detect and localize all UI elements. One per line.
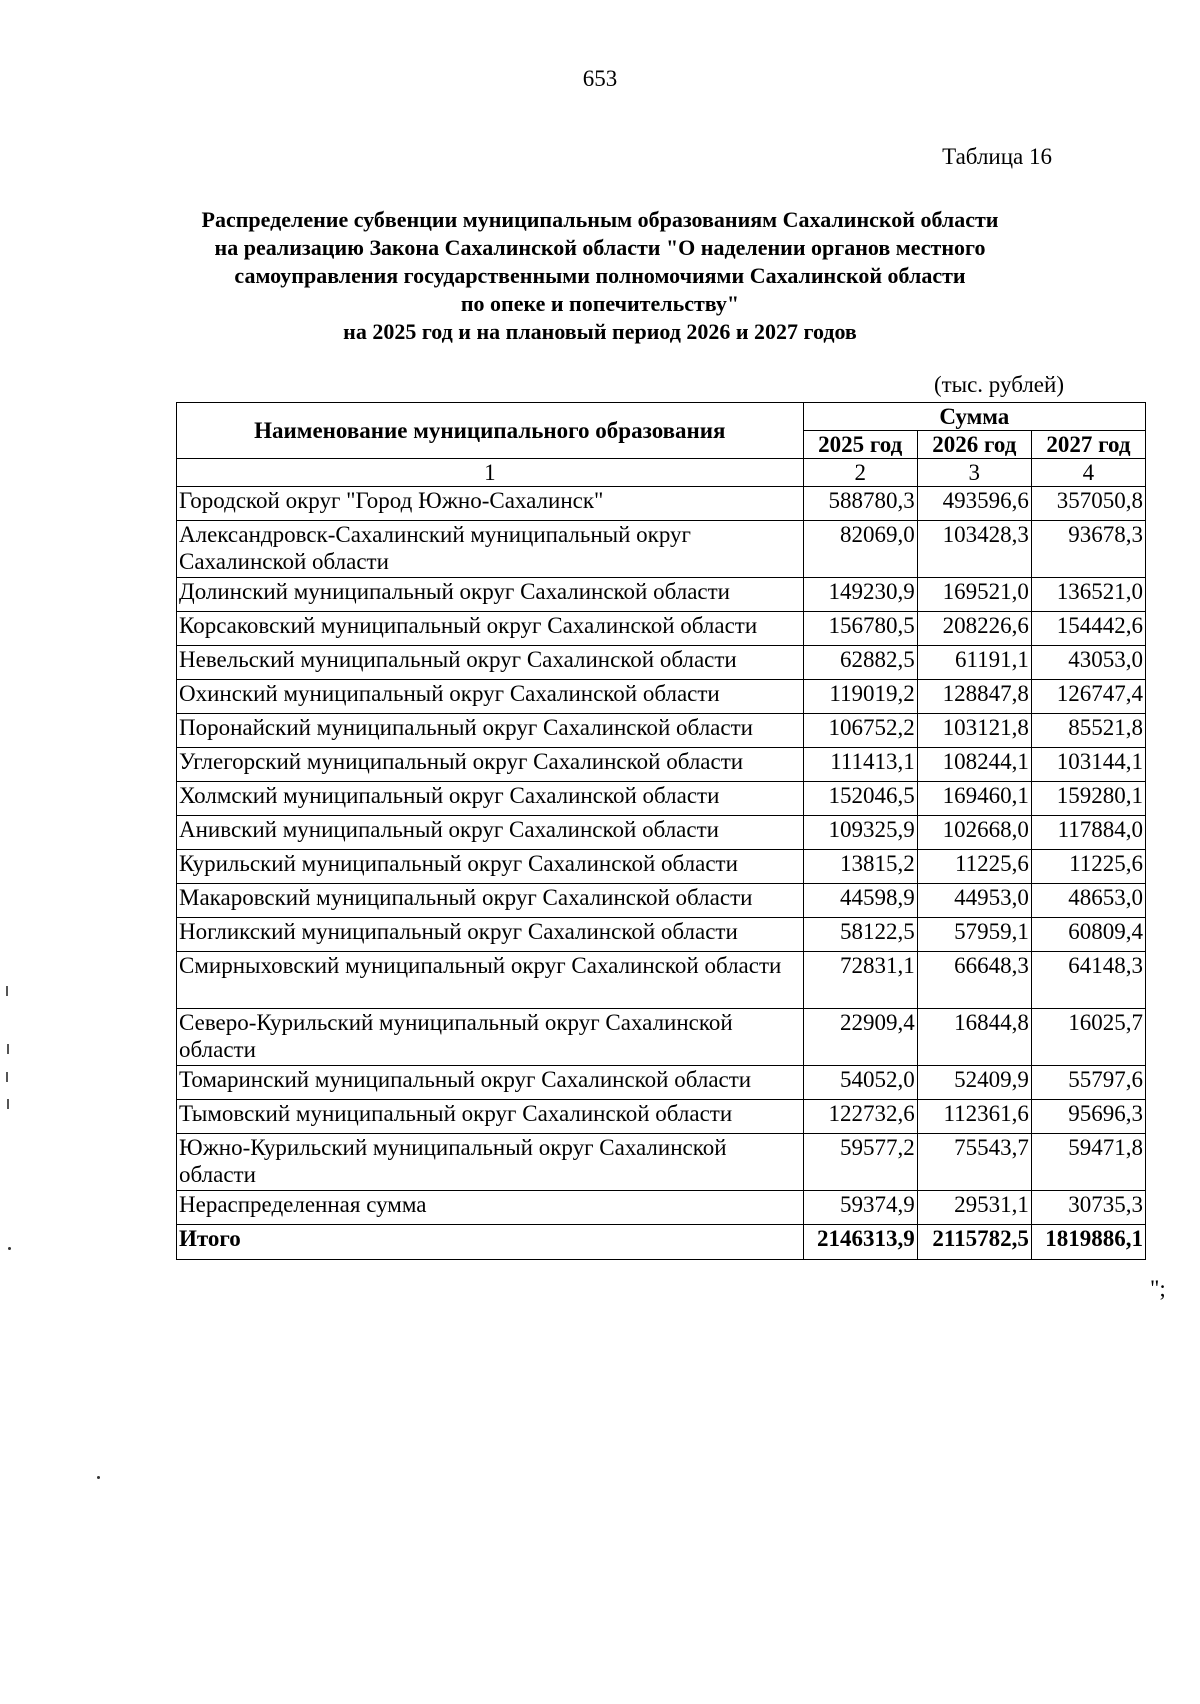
table-row	[177, 487, 1146, 521]
municipality-name: Поронайский муниципальный округ Сахалинской области	[177, 714, 804, 748]
value-2026: 108244,1	[917, 748, 1031, 782]
column-index: 3	[917, 459, 1031, 487]
table-row	[177, 612, 1146, 646]
scan-artifact	[6, 1072, 8, 1082]
document-title	[150, 206, 1050, 346]
value-2026: 103121,8	[917, 714, 1031, 748]
table-row	[177, 918, 1146, 952]
value-2025: 122732,6	[803, 1100, 917, 1134]
value-2026: 44953,0	[917, 884, 1031, 918]
table-label: Таблица 16	[942, 144, 1052, 169]
scan-artifact	[6, 986, 8, 996]
municipality-name: Корсаковский муниципальный округ Сахалинской области	[177, 612, 804, 646]
title-line: на реализацию Закона Сахалинской области "О наделении органов местного	[214, 235, 986, 260]
scan-artifact	[7, 1099, 9, 1109]
column-index: 1	[177, 459, 804, 487]
table-row	[177, 521, 1146, 578]
value-2025: 119019,2	[803, 680, 917, 714]
table-row	[177, 782, 1146, 816]
header-year-2026: 2026 год	[917, 431, 1031, 459]
header-year-2027: 2027 год	[1031, 431, 1145, 459]
value-2027: 59471,8	[1031, 1134, 1145, 1191]
table-row	[177, 952, 1146, 1009]
value-2026: 75543,7	[917, 1134, 1031, 1191]
value-2025: 54052,0	[803, 1066, 917, 1100]
units-label: (тыс. рублей)	[933, 372, 1064, 397]
value-2025: 109325,9	[803, 816, 917, 850]
municipality-name: Ногликский муниципальный округ Сахалинской области	[177, 918, 804, 952]
table-row	[177, 1100, 1146, 1134]
value-2026: 66648,3	[917, 952, 1031, 1009]
value-2027: 43053,0	[1031, 646, 1145, 680]
value-2027: 136521,0	[1031, 578, 1145, 612]
table-row	[177, 1066, 1146, 1100]
value-2025: 62882,5	[803, 646, 917, 680]
header-sum: Сумма	[803, 403, 1145, 431]
title-line: самоуправления государственными полномочиями Сахалинской области	[234, 263, 966, 288]
value-2027: 103144,1	[1031, 748, 1145, 782]
municipality-name: Долинский муниципальный округ Сахалинской области	[177, 578, 804, 612]
total-label: Итого	[177, 1225, 804, 1260]
value-2027: 60809,4	[1031, 918, 1145, 952]
value-2025: 106752,2	[803, 714, 917, 748]
value-2026: 103428,3	[917, 521, 1031, 578]
table-row	[177, 850, 1146, 884]
column-index: 2	[803, 459, 917, 487]
value-2026: 169521,0	[917, 578, 1031, 612]
value-2027: 64148,3	[1031, 952, 1145, 1009]
value-2026: 102668,0	[917, 816, 1031, 850]
municipality-name: Невельский муниципальный округ Сахалинской области	[177, 646, 804, 680]
value-2025: 588780,3	[803, 487, 917, 521]
page-number: 653	[582, 66, 618, 91]
value-2027: 357050,8	[1031, 487, 1145, 521]
total-2027: 1819886,1	[1031, 1225, 1145, 1260]
header-name-column: Наименование муниципального образования	[177, 403, 804, 459]
value-2025: 156780,5	[803, 612, 917, 646]
value-2027: 16025,7	[1031, 1009, 1145, 1066]
value-2025: 44598,9	[803, 884, 917, 918]
value-2027: 95696,3	[1031, 1100, 1145, 1134]
column-index: 4	[1031, 459, 1145, 487]
municipality-name: Тымовский муниципальный округ Сахалинской области	[177, 1100, 804, 1134]
total-2025: 2146313,9	[803, 1225, 917, 1260]
value-2026: 52409,9	[917, 1066, 1031, 1100]
value-2025: 152046,5	[803, 782, 917, 816]
table-row	[177, 1134, 1146, 1191]
value-2027: 85521,8	[1031, 714, 1145, 748]
municipality-name: Южно-Курильский муниципальный округ Сахалинской области	[177, 1134, 804, 1191]
value-2026: 112361,6	[917, 1100, 1031, 1134]
value-2026: 128847,8	[917, 680, 1031, 714]
value-2025: 22909,4	[803, 1009, 917, 1066]
value-2025: 58122,5	[803, 918, 917, 952]
value-2026: 16844,8	[917, 1009, 1031, 1066]
value-2027: 93678,3	[1031, 521, 1145, 578]
table-row	[177, 714, 1146, 748]
table-row	[177, 680, 1146, 714]
table-row	[177, 1191, 1146, 1225]
municipality-name: Северо-Курильский муниципальный округ Сахалинской области	[177, 1009, 804, 1066]
value-2027: 126747,4	[1031, 680, 1145, 714]
table-row	[177, 578, 1146, 612]
scan-artifact	[97, 1476, 100, 1479]
municipality-name: Томаринский муниципальный округ Сахалинской области	[177, 1066, 804, 1100]
municipality-name: Смирныховский муниципальный округ Сахалинской области	[177, 952, 804, 1009]
value-2025: 82069,0	[803, 521, 917, 578]
value-2026: 29531,1	[917, 1191, 1031, 1225]
municipality-name: Анивский муниципальный округ Сахалинской области	[177, 816, 804, 850]
value-2027: 11225,6	[1031, 850, 1145, 884]
municipality-name: Углегорский муниципальный округ Сахалинской области	[177, 748, 804, 782]
municipality-name: Александровск-Сахалинский муниципальный округ Сахалинской области	[177, 521, 804, 578]
title-line: по опеке и попечительству"	[460, 291, 740, 316]
municipality-name: Городской округ "Город Южно-Сахалинск"	[177, 487, 804, 521]
subvention-table	[176, 402, 1146, 1260]
closing-quote-mark: ";	[1150, 1276, 1166, 1301]
value-2025: 111413,1	[803, 748, 917, 782]
value-2025: 59374,9	[803, 1191, 917, 1225]
table-row	[177, 884, 1146, 918]
value-2027: 154442,6	[1031, 612, 1145, 646]
value-2026: 208226,6	[917, 612, 1031, 646]
scan-artifact	[8, 1247, 11, 1250]
value-2026: 169460,1	[917, 782, 1031, 816]
municipality-name: Охинский муниципальный округ Сахалинской области	[177, 680, 804, 714]
value-2027: 48653,0	[1031, 884, 1145, 918]
value-2027: 55797,6	[1031, 1066, 1145, 1100]
title-line: на 2025 год и на плановый период 2026 и 2027 годов	[343, 319, 857, 344]
value-2026: 57959,1	[917, 918, 1031, 952]
value-2025: 13815,2	[803, 850, 917, 884]
total-2026: 2115782,5	[917, 1225, 1031, 1260]
municipality-name: Макаровский муниципальный округ Сахалинской области	[177, 884, 804, 918]
total-row	[177, 1225, 1146, 1260]
value-2027: 159280,1	[1031, 782, 1145, 816]
municipality-name: Холмский муниципальный округ Сахалинской области	[177, 782, 804, 816]
municipality-name: Курильский муниципальный округ Сахалинской области	[177, 850, 804, 884]
municipality-name: Нераспределенная сумма	[177, 1191, 804, 1225]
table-row	[177, 646, 1146, 680]
value-2026: 61191,1	[917, 646, 1031, 680]
value-2025: 59577,2	[803, 1134, 917, 1191]
value-2026: 493596,6	[917, 487, 1031, 521]
value-2025: 72831,1	[803, 952, 917, 1009]
table-row	[177, 816, 1146, 850]
value-2027: 117884,0	[1031, 816, 1145, 850]
value-2025: 149230,9	[803, 578, 917, 612]
value-2027: 30735,3	[1031, 1191, 1145, 1225]
scan-artifact	[7, 1044, 9, 1054]
column-index-row	[177, 459, 1146, 487]
table-row	[177, 1009, 1146, 1066]
table-row	[177, 748, 1146, 782]
value-2026: 11225,6	[917, 850, 1031, 884]
header-year-2025: 2025 год	[803, 431, 917, 459]
title-line: Распределение субвенции муниципальным образованиям Сахалинской области	[201, 207, 999, 232]
